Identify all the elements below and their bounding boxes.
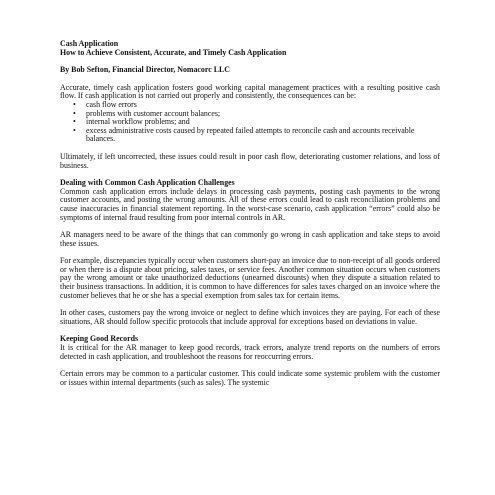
list-item: • cash flow errors xyxy=(60,101,440,110)
body-paragraph: For example, discrepancies typically occur when customers short-pay an invoice due to non-receipt of all goods ordered or when there is a dispute about pricing, sales taxes, or service fees. Another common situation occurs when customers pay the wrong amount or take unauthorized deductions (unearned discounts) when they dispute a situation related to their business transactions. In addition, it is common to have differences for sales taxes charged on an invoice where the customer believes that he or she has a special exemption from sales tax for certain items. xyxy=(60,256,440,300)
list-item: • problems with customer account balances; xyxy=(60,110,440,119)
intro-closing-paragraph: Ultimately, if left uncorrected, these issues could result in poor cash flow, deteriorating customer relations, and loss of business. xyxy=(60,151,440,170)
body-paragraph: Common cash application errors include delays in processing cash payments, posting cash payments to the wrong customer accounts, and posting the wrong amounts. All of these errors could lead to cash reconciliation problems and cause inaccuracies in financial statement reporting. In the worst-case scenario, cash application “errors” could also be symptoms of internal fraud resulting from poor internal controls in AR. xyxy=(60,186,440,222)
list-item: • excess administrative costs caused by repeated failed attempts to reconcile cash and accounts receivable balances. xyxy=(60,127,440,144)
body-paragraph: Certain errors may be common to a particular customer. This could indicate some systemic problem with the customer or issues within internal departments (such as sales). The systemic xyxy=(60,369,440,387)
consequences-list xyxy=(60,101,440,144)
body-paragraph: In other cases, customers pay the wrong invoice or neglect to define which invoices they are paying. For each of these situations, AR should follow specific protocols that include approval for exceptions based on deviations in value. xyxy=(60,308,440,326)
document-page xyxy=(60,40,440,387)
intro-paragraph: Accurate, timely cash application fosters good working capital management practices with a resulting positive cash flow. If cash application is not carried out properly and consistently, the consequences can be: xyxy=(60,82,440,101)
body-paragraph: AR managers need to be aware of the things that can commonly go wrong in cash application and take steps to avoid these issues. xyxy=(60,230,440,248)
body-paragraph: It is critical for the AR manager to keep good records, track errors, analyze trend reports on the numbers of errors detected in cash application, and troubleshoot the reasons for reoccurring errors. xyxy=(60,343,440,361)
section-heading-challenges: Dealing with Common Cash Application Challenges xyxy=(60,178,235,188)
section-heading-records: Keeping Good Records xyxy=(60,334,139,344)
list-item: • internal workflow problems; and xyxy=(60,118,440,127)
document-subtitle: How to Achieve Consistent, Accurate, and Timely Cash Application xyxy=(60,47,287,57)
document-title: Cash Application xyxy=(60,39,119,48)
document-byline: By Bob Sefton, Financial Director, Nomacorc LLC xyxy=(60,65,230,75)
